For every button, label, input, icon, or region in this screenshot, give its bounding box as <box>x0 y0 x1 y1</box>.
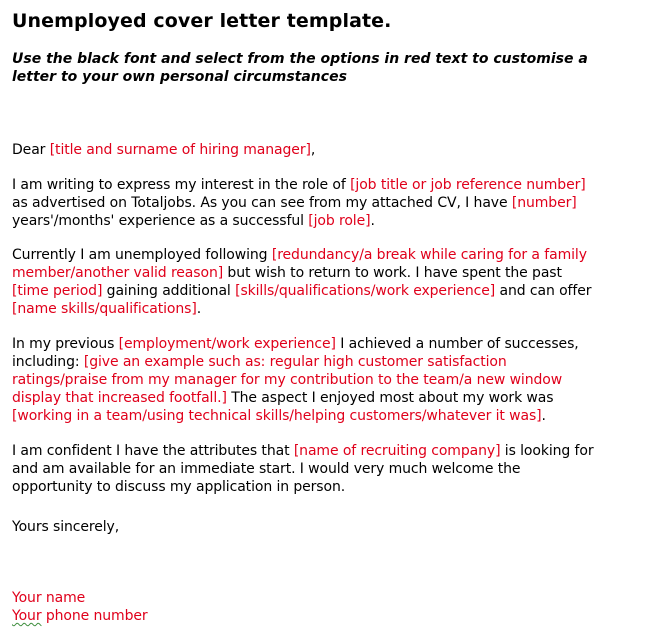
paragraph-2-line-2 <box>12 264 562 282</box>
paragraph-3-line-5 <box>12 407 546 425</box>
placeholder-example-end: display that increased footfall.] <box>12 390 227 406</box>
placeholder-employment: [employment/work experience] <box>118 336 336 352</box>
paragraph-4-line-3 <box>12 478 345 496</box>
paragraph-2-line-3 <box>12 282 591 300</box>
text-span: . <box>370 213 375 229</box>
text-span: gaining additional <box>102 283 236 299</box>
text-span: as advertised on Totaljobs. As you can see from my attached CV, I have <box>12 195 512 211</box>
instructions-line-2: letter to your own personal circumstances <box>12 69 347 85</box>
placeholder-enjoyed-aspect: [working in a team/using technical skills/helping customers/whatever it was] <box>12 408 542 424</box>
greeting <box>12 141 315 159</box>
text-span: and can offer <box>495 283 592 299</box>
paragraph-4-line-1 <box>12 442 594 460</box>
text-span: The aspect I enjoyed most about my work was <box>226 390 554 406</box>
text-span: Currently I am unemployed following <box>12 247 272 263</box>
paragraph-2-line-1 <box>12 246 587 264</box>
text-span: . <box>196 301 202 317</box>
greeting-comma: , <box>310 142 316 158</box>
placeholder-skills: [skills/qualifications/work experience] <box>235 283 496 299</box>
instructions-line-1: Use the black font and select from the options in red text to customise a <box>12 51 588 67</box>
closing: Yours sincerely, <box>12 519 120 535</box>
placeholder-hiring-manager: [title and surname of hiring manager] <box>49 142 311 158</box>
placeholder-example-cont: ratings/praise from my manager for my contribution to the team/a new window <box>12 372 563 388</box>
text-span: . <box>541 408 546 424</box>
placeholder-example: [give an example such as: regular high customer satisfaction <box>83 354 507 370</box>
signature-name: Your name <box>12 590 86 606</box>
instructions <box>12 50 640 86</box>
placeholder-number: [number] <box>511 195 577 211</box>
spellcheck-word: Your <box>12 608 42 624</box>
paragraph-3-line-2 <box>12 353 507 371</box>
signature-phone <box>12 607 148 625</box>
placeholder-reason: [redundancy/a break while caring for a family <box>271 247 587 263</box>
placeholder-job-role: [job role] <box>308 213 371 229</box>
placeholder-job-title: [job title or job reference number] <box>350 177 586 193</box>
paragraph-2-line-4 <box>12 300 201 318</box>
paragraph-3-line-4 <box>12 389 553 407</box>
paragraph-3-line-3 <box>12 371 562 389</box>
text-span: is looking for <box>500 443 594 459</box>
placeholder-skills-qualifications: [name skills/qualifications] <box>12 301 197 317</box>
paragraph-3-line-1 <box>12 335 579 353</box>
placeholder-reason-cont: member/another valid reason] <box>12 265 224 281</box>
text-span: but wish to return to work. I have spent the past <box>223 265 562 281</box>
text-span: and am available for an immediate start. I would very much welcome the <box>12 461 521 477</box>
paragraph-1-line-1 <box>12 176 586 194</box>
placeholder-company: [name of recruiting company] <box>293 443 501 459</box>
text-span: I am confident I have the attributes that <box>12 443 294 459</box>
paragraph-1-line-2 <box>12 194 577 212</box>
text-span: I am writing to express my interest in the role of <box>12 177 351 193</box>
text-span: In my previous <box>12 336 119 352</box>
greeting-text: Dear <box>12 142 50 158</box>
text-span: years'/months' experience as a successful <box>12 213 309 229</box>
text-span: including: <box>12 354 84 370</box>
page-title: Unemployed cover letter template. <box>12 10 392 32</box>
placeholder-time-period: [time period] <box>12 283 103 299</box>
text-span: phone number <box>41 608 148 624</box>
text-span: opportunity to discuss my application in person. <box>12 479 346 495</box>
paragraph-1-line-3 <box>12 212 375 230</box>
text-span: I achieved a number of successes, <box>335 336 579 352</box>
paragraph-4-line-2 <box>12 460 520 478</box>
